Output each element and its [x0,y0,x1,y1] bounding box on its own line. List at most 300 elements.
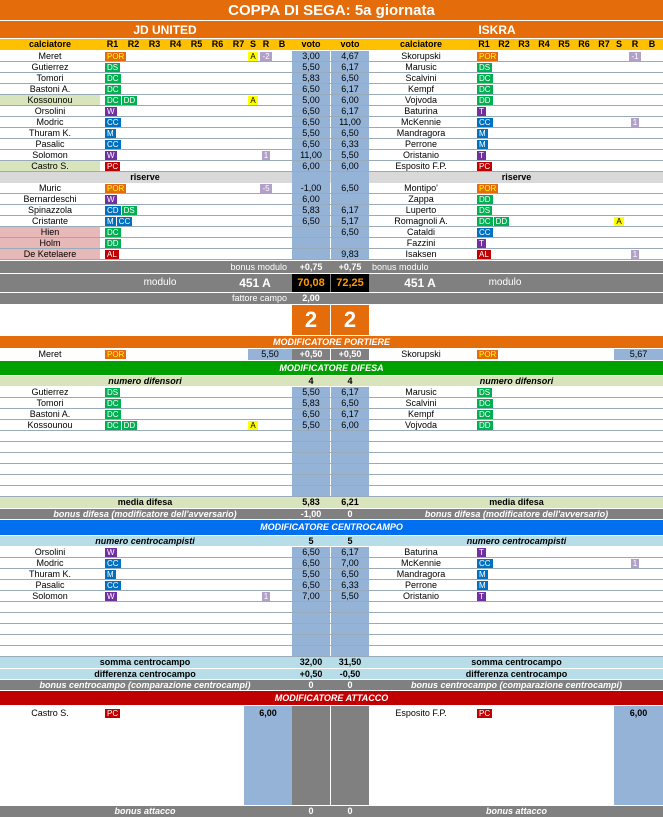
voto-left [292,613,330,623]
role-tags [103,387,163,397]
role-tags [475,227,535,237]
role-badge: CC [107,558,119,568]
modifier-cell [258,183,274,193]
role-badge: CC [479,227,491,237]
role-badge: DC [479,398,491,408]
role-badge: DD [495,216,508,226]
role-badge: DC [107,227,119,237]
role-tags [103,249,163,259]
player-name-right: Zappa [408,194,434,204]
yellow-card-badge: A [250,51,256,61]
player-name-left: Bastoni A. [29,84,71,94]
difesa-row [0,398,663,409]
hdr-r-left: R1 [106,39,119,49]
bonus-modulo-left: +0,75 [299,261,323,272]
bench-row [0,249,663,260]
hdr-voto-right: voto [340,39,360,49]
voto-right: 6,50 [331,398,369,408]
voto-left: 5,83 [292,205,330,215]
role-badge: CC [479,117,491,127]
voto-right [331,172,369,183]
player-name-right: Luperto [405,205,437,215]
role-badge: T [479,106,484,116]
starter-row [0,95,663,106]
attacco-band [0,691,663,705]
voto-right: 6,17 [331,387,369,397]
role-badge: W [107,150,115,160]
player-name-left: Tomori [36,398,64,408]
player-name-right: Vojvoda [404,420,438,430]
role-tags [475,128,535,138]
voto-left: 6,50 [292,216,330,226]
player-name-right: Skorupski [401,51,441,61]
role-badge: PC [479,708,491,718]
difesa-band [0,361,663,375]
hdr-r-right: R2 [498,39,510,49]
voto-left: 5,83 [292,73,330,83]
modifier-badge: 1 [263,591,269,601]
attacco-row [0,707,663,719]
player-name-right: Baturina [404,106,438,116]
voto-right: 6,50 [331,227,369,237]
role-tags [475,707,535,719]
portiere-left-bonus: +0,50 [292,349,330,360]
voto-right: 6,50 [331,128,369,138]
player-name-left: Solomon [32,591,68,601]
voto-right: 11,00 [331,117,369,127]
bonus-difesa-right: 0 [347,509,353,519]
bonus-cc-label-left: bonus centrocampo (comparazione centrocampi) [39,680,251,690]
role-badge: DS [123,205,135,215]
role-badge: POR [107,183,125,193]
player-name-left: Pasalic [35,580,65,590]
centrocampo-band [0,520,663,535]
hdr-s-left: S [249,39,256,49]
voto-right: 6,17 [331,106,369,116]
role-badge: DS [107,62,119,72]
role-badge: DS [107,387,119,397]
diff-label-right: differenza centrocampo [465,669,568,679]
role-tags [103,150,163,160]
voto-left: 7,00 [292,591,330,601]
role-badge: DD [123,95,136,105]
attacco-body [0,706,663,805]
voto-left: 6,50 [292,139,330,149]
difesa-n-left: 4 [308,376,314,386]
voto-right: 6,17 [331,205,369,215]
role-tags [103,580,163,590]
voto-left [292,475,330,485]
centrocampo-row [0,547,663,558]
voto-left: 11,00 [292,150,330,160]
role-tags [475,205,535,215]
role-badge: M [107,128,114,138]
title-bar [0,0,663,20]
difesa-row [0,442,663,453]
voto-right: 4,67 [331,51,369,61]
hdr-r-left: R5 [190,39,203,49]
voto-left: 6,50 [292,117,330,127]
role-tags [103,139,163,149]
player-name-left: Cristante [31,216,68,226]
bonus-cc-right: 0 [347,680,353,690]
somma-label-left: somma centrocampo [99,657,191,667]
attacco-right-col [614,706,663,805]
role-badge: DC [479,409,491,419]
voto-left: 5,50 [292,420,330,430]
modifier-badge: 1 [632,558,638,568]
role-badge: PC [107,708,119,718]
centrocampo-row [0,602,663,613]
centrocampo-sub-left: numero centrocampisti [95,536,195,546]
role-badge: M [479,580,486,590]
starter-row [0,106,663,117]
total-left: 70,08 [292,274,330,292]
voto-right: 6,50 [331,183,369,193]
voto-left: 6,00 [292,194,330,204]
voto-right [331,442,369,452]
player-name-right: Scalvini [405,398,437,408]
role-badge: DS [479,205,491,215]
diff-left: +0,50 [299,669,323,679]
modifier-cell [627,249,643,259]
voto-right: 9,83 [331,249,369,259]
voto-right: 5,50 [331,150,369,160]
difesa-sub-right: numero difensori [479,376,554,386]
centrocampo-row [0,624,663,635]
role-tags [475,161,535,171]
player-name-left: Solomon [32,150,68,160]
role-badge: PC [107,161,119,171]
player-name-left: Holm [0,238,100,248]
centrocampo-n-left: 5 [308,536,314,546]
player-name-left: Orsolini [34,106,66,116]
role-badge: DD [107,238,119,248]
voto-right [331,475,369,485]
modifier-badge: 1 [632,249,638,259]
role-tags [103,591,163,601]
voto-left [292,624,330,634]
player-name-right: McKennie [400,117,442,127]
yellow-card-badge: A [250,420,256,430]
centrocampo-row [0,646,663,657]
difesa-n-right: 4 [347,376,353,386]
role-badge: POR [107,51,125,61]
voto-left: 6,00 [292,161,330,171]
modulo-label-right: modulo [488,277,522,288]
voto-left [292,227,330,237]
difesa-row [0,431,663,442]
role-tags [103,84,163,94]
portiere-right-name: Skorupski [401,349,441,359]
voto-right [331,486,369,496]
voto-left [292,442,330,452]
role-tags [103,398,163,408]
role-tags [475,117,535,127]
centrocampo-row [0,558,663,569]
difesa-row [0,486,663,497]
hdr-r-right: R7 [598,39,610,49]
fattore-label: fattore campo [231,293,287,303]
voto-left: 5,83 [292,398,330,408]
voto-left [292,464,330,474]
role-badge: T [479,238,484,248]
role-tags [103,349,163,360]
voto-right: 6,17 [331,84,369,94]
voto-right [331,453,369,463]
voto-right: 5,50 [331,591,369,601]
role-badge: CC [479,558,491,568]
voto-left [292,431,330,441]
player-name-right: Romagnoli A. [394,216,448,226]
voto-right: 6,33 [331,580,369,590]
role-badge: PC [479,161,491,171]
player-name-right: Mandragora [396,128,446,138]
player-name-right: Oristanio [402,591,439,601]
sheet-title: COPPA DI SEGA: 5a giornata [228,1,435,19]
media-left: 5,83 [292,497,330,508]
voto-left [292,238,330,248]
voto-left: 5,00 [292,95,330,105]
portiere-left-name: Meret [38,349,62,359]
media-label-left: media difesa [117,497,173,507]
modulo-label-left: modulo [143,277,177,288]
attacco-left-val: 6,00 [259,707,277,718]
modifier-badge: -1 [631,51,639,61]
player-name-right: Kempf [407,84,434,94]
voto-left [292,602,330,612]
player-name-right: Mandragora [396,569,446,579]
player-name-left: Muric [39,183,61,193]
somma-left: 32,00 [299,657,323,667]
starter-row [0,161,663,172]
player-name-left: Hien [0,227,100,237]
sanction-cell [248,51,258,61]
role-badge: POR [479,350,497,359]
player-name-left: Bastoni A. [29,409,71,419]
modifier-badge: 1 [632,117,638,127]
role-badge: CD [107,205,119,215]
portiere-left-val: 5,50 [248,349,292,360]
voto-left [292,486,330,496]
role-tags [103,62,163,72]
role-tags [475,398,535,408]
role-tags [475,95,535,105]
media-difesa [0,497,663,508]
attacco-right-name: Esposito F.P. [395,707,447,718]
modifier-badge: -5 [262,183,270,193]
role-tags [103,238,163,248]
role-badge: T [479,547,484,557]
voto-right: 6,50 [331,73,369,83]
voto-right [331,602,369,612]
voto-left: 6,50 [292,84,330,94]
voto-left: 5,50 [292,128,330,138]
role-badge: DC [107,420,119,430]
role-tags [103,558,163,568]
bonus-cc-left: 0 [308,680,314,690]
difesa-row [0,409,663,420]
player-name-left: Gutierrez [31,387,69,397]
voto-left: 3,00 [292,51,330,61]
difesa-row [0,420,663,431]
voto-left [292,635,330,645]
voto-left [292,646,330,656]
starter-row [0,150,663,161]
role-badge: DD [123,420,136,430]
hdr-r-left: R6 [211,39,224,49]
hdr-s-right: S [615,39,622,49]
bonus-difesa [0,509,663,519]
bonus-difesa-label-left: bonus difesa (modificatore dell'avversario) [53,509,237,519]
role-badge: W [107,591,115,601]
role-badge: DC [107,95,119,105]
role-tags [475,84,535,94]
hdr-r-left: R7 [232,39,245,49]
voto-right [331,238,369,248]
hdr-voto-left: voto [301,39,321,49]
score-left: 2 [292,305,330,335]
hdr-b-right: B [648,39,656,49]
sanction-cell [248,95,258,105]
player-name-right: Scalvini [405,73,437,83]
media-label-right: media difesa [489,497,544,507]
role-badge: DD [479,95,491,105]
voto-right: 6,00 [331,95,369,105]
role-badge: DC [479,216,491,226]
modulo-left: 451 A [239,276,271,290]
column-header [0,39,663,50]
role-badge: DC [107,73,119,83]
bonus-attacco-right: 0 [347,806,353,816]
player-name-left: Thuram K. [28,128,71,138]
difesa-row [0,464,663,475]
role-tags [103,227,163,237]
player-name-right: Marusic [405,62,437,72]
player-name-right: Perrone [404,139,438,149]
centrocampo-row [0,591,663,602]
voto-left: 6,50 [292,558,330,568]
attacco-left-name: Castro S. [31,707,69,718]
somma-right: 31,50 [338,657,362,667]
voto-right: 6,17 [331,547,369,557]
voto-right: 6,00 [331,161,369,171]
role-tags [475,558,535,568]
voto-right: 6,17 [331,409,369,419]
role-badge: W [107,547,115,557]
voto-left [292,453,330,463]
player-name-left: Orsolini [34,547,66,557]
role-badge: M [479,569,486,579]
player-name-right: Esposito F.P. [395,161,447,171]
bonus-modulo-label: bonus modulo [230,261,287,272]
bench-label-right: riserve [501,172,532,182]
role-tags [103,420,163,430]
hdr-r2-right: R [631,39,639,49]
player-name-left: Thuram K. [28,569,71,579]
centrocampo-row [0,613,663,624]
role-tags [475,183,535,193]
modifier-cell [627,51,643,61]
team-right: ISKRA [478,22,516,37]
role-tags [475,62,535,72]
starter-row [0,117,663,128]
voto-right: 5,17 [331,216,369,226]
player-name-left: Gutierrez [31,62,69,72]
attacco-left-col [244,706,292,805]
starter-row [0,128,663,139]
role-badge: M [107,216,114,226]
role-tags [103,194,163,204]
voto-right [331,194,369,204]
starter-row [0,84,663,95]
role-badge: POR [479,51,497,61]
centrocampo-sub-right: numero centrocampisti [466,536,567,546]
role-tags [475,106,535,116]
hdr-r-right: R1 [478,39,490,49]
role-badge: T [479,591,484,601]
role-tags [103,128,163,138]
hdr-r-right: R6 [578,39,590,49]
player-name-left: Meret [38,51,62,61]
role-tags [475,349,535,360]
hdr-r-right: R3 [518,39,530,49]
voto-left: 6,50 [292,106,330,116]
voto-left [292,249,330,259]
role-badge: M [479,128,486,138]
voto-left: 6,50 [292,580,330,590]
diff-right: -0,50 [339,669,361,679]
centrocampo-row [0,569,663,580]
role-badge: DD [479,194,491,204]
player-name-left: Spinazzola [27,205,73,215]
portiere-right-val: 5,67 [614,349,663,360]
role-tags [475,150,535,160]
role-badge: AL [479,249,489,259]
voto-right: 7,00 [331,558,369,568]
sanction-cell [614,216,624,226]
bench-header [0,172,663,183]
starter-row [0,73,663,84]
bonus-attacco-label-left: bonus attacco [114,806,176,816]
player-name-right: Vojvoda [404,95,438,105]
score-row [0,305,663,335]
bench-row [0,194,663,205]
player-name-left: Tomori [36,73,64,83]
role-badge: DS [479,387,491,397]
fattore-row [0,293,663,304]
role-badge: CC [107,117,119,127]
role-badge: CC [118,216,131,226]
bonus-difesa-label-right: bonus difesa (modificatore dell'avversario) [424,509,609,519]
portiere-row [0,349,663,360]
team-left: JD UNITED [133,22,197,37]
modifier-badge: -2 [262,51,270,61]
modifier-badge: 1 [263,150,269,160]
hdr-r-left: R4 [169,39,182,49]
player-name-right: Marusic [405,387,437,397]
bench-row [0,183,663,194]
attacco-right-val: 6,00 [629,707,648,718]
centrocampo-row [0,635,663,646]
voto-right: 6,17 [331,62,369,72]
role-tags [103,95,163,105]
modifier-cell [258,591,274,601]
modifier-cell [258,51,274,61]
hdr-r2-left: R [262,39,270,49]
player-name-left: Modric [36,117,64,127]
voto-right [331,635,369,645]
